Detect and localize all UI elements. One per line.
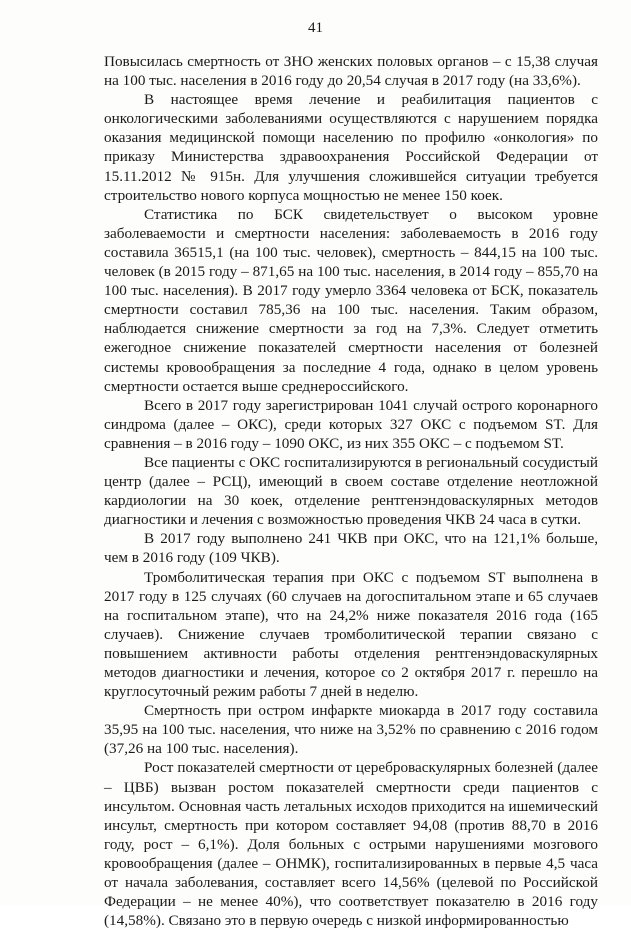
paragraph-7: Тромболитическая терапия при ОКС с подъемом ST выполнена в 2017 году в 125 случаях (60 случаев на догоспитальном этапе и 65 случаев на госпитальном этапе), что на 24,2% ниже показателя 2016 года (165 случаев). Снижение случаев тромболитической терапии связано с повышением активности работы отделения рентгенэндоваскулярных методов диагностики и лечения, которое со 2 октября 2017 г. перешло на круглосуточный режим работы 7 дней в неделю. xyxy=(104,568,598,701)
paragraph-6: В 2017 году выполнено 241 ЧКВ при ОКС, что на 121,1% больше, чем в 2016 году (109 ЧКВ). xyxy=(104,530,598,567)
paragraph-5: Все пациенты с ОКС госпитализируются в региональный сосудистый центр (далее – РСЦ), имеющий в своем составе отделение неотложной кардиологии на 30 коек, отделение рентгенэндоваскулярных методов диагностики и лечения с возможностью проведения ЧКВ 24 часа в сутки. xyxy=(104,453,598,529)
paragraph-3: Статистика по БСК свидетельствует о высоком уровне заболеваемости и смертности населения: заболеваемость в 2016 году составила 36515,1 (на 100 тыс. человек), смертность – 844,15 на 100 тыс. человек (в 2015 году – 871,65 на 100 тыс. населения, в 2014 году – 855,70 на 100 тыс. населения). В 2017 году умерло 3364 человека от БСК, показатель смертности составил 785,36 на 100 тыс. населения. Таким образом, наблюдается снижение смертности за год на 7,3%. Следует отметить ежегодное снижение показателей смертности населения от болезней системы кровообращения за последние 4 года, однако в целом уровень смертности остается выше среднероссийского. xyxy=(104,205,598,395)
paragraph-1: Повысилась смертность от ЗНО женских половых органов – с 15,38 случая на 100 тыс. населения в 2016 году до 20,54 случая в 2017 году (на 33,6%). xyxy=(104,53,598,90)
paragraph-4: Всего в 2017 году зарегистрирован 1041 случай острого коронарного синдрома (далее – ОКС), среди которых 327 ОКС с подъемом ST. Для сравнения – в 2016 году – 1090 ОКС, из них 355 ОКС – с подъемом ST. xyxy=(104,396,598,452)
paragraph-9: Рост показателей смертности от цереброваскулярных болезней (далее – ЦВБ) вызван ростом показателей смертности среди пациентов с инсультом. Основная часть летальных исходов приходится на ишемический инсульт, смертность при котором составляет 94,08 (против 88,70 в 2016 году, рост – 6,1%). Доля больных с острыми нарушениями мозгового кровообращения (далее – ОНМК), госпитализированных в первые 4,5 часа от начала заболевания, составляет всего 14,56% (целевой по Российской Федерации – не менее 40%), что соответствует показателю в 2016 году (14,58%). Связано это в первую очередь с низкой информированностью xyxy=(104,759,598,930)
paragraph-2: В настоящее время лечение и реабилитация пациентов с онкологическими заболеваниями осуществляются с нарушением порядка оказания медицинской помощи населению по профилю «онкология» по приказу Министерства здравоохранения Российской Федерации от 15.11.2012 № 915н. Для улучшения сложившейся ситуации требуется строительство нового корпуса мощностью не менее 150 коек. xyxy=(104,91,598,204)
page-number: 41 xyxy=(308,20,323,36)
document-body xyxy=(104,52,598,930)
paragraph-8: Смертность при остром инфаркте миокарда в 2017 году составила 35,95 на 100 тыс. населения, что ниже на 3,52% по сравнению с 2016 годом (37,26 на 100 тыс. населения). xyxy=(104,702,598,758)
